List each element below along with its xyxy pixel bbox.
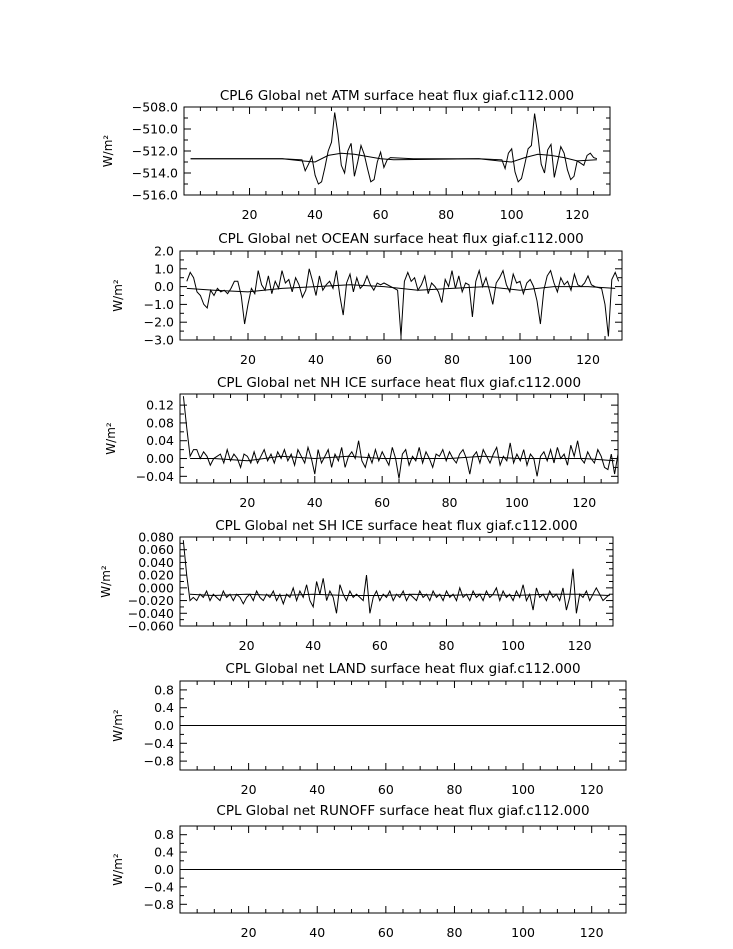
x-tick-label: 120 bbox=[565, 207, 590, 222]
x-tick-label: 100 bbox=[511, 925, 536, 940]
chart-title: CPL6 Global net ATM surface heat flux giaf.c112.000 bbox=[219, 88, 575, 104]
plot-frame bbox=[184, 107, 610, 195]
series-line-1 bbox=[191, 113, 597, 185]
x-tick-label: 60 bbox=[371, 638, 388, 653]
y-tick-label: 0.000 bbox=[138, 580, 174, 596]
x-tick-label: 60 bbox=[372, 207, 389, 222]
x-tick-label: 60 bbox=[374, 495, 391, 510]
x-tick-label: 120 bbox=[579, 782, 604, 797]
series-line-2 bbox=[190, 594, 610, 595]
chart-title: CPL Global net OCEAN surface heat flux giaf.c112.000 bbox=[218, 231, 584, 247]
y-tick-label: 0.4 bbox=[154, 700, 174, 716]
y-tick-label: 0.020 bbox=[138, 567, 174, 583]
x-tick-label: 80 bbox=[438, 207, 455, 222]
x-tick-label: 80 bbox=[438, 638, 455, 653]
y-tick-label: 0.08 bbox=[146, 415, 174, 431]
x-tick-label: 80 bbox=[446, 925, 463, 940]
x-tick-label: 60 bbox=[377, 925, 394, 940]
y-tick-label: −514.0 bbox=[131, 165, 178, 181]
chart-title: CPL Global net SH ICE surface heat flux giaf.c112.000 bbox=[215, 518, 578, 534]
y-tick-label: −0.04 bbox=[135, 468, 174, 484]
x-tick-label: 40 bbox=[307, 207, 324, 222]
y-axis-label: W/m² bbox=[111, 853, 125, 886]
x-tick-label: 100 bbox=[508, 352, 532, 367]
y-tick-label: 0.4 bbox=[154, 844, 174, 860]
y-tick-label: 0.04 bbox=[146, 433, 174, 449]
y-tick-label: 0.0 bbox=[154, 862, 174, 877]
y-tick-label: −512.0 bbox=[131, 143, 178, 159]
y-tick-label: 0.8 bbox=[154, 827, 174, 843]
x-tick-label: 100 bbox=[501, 638, 526, 653]
y-axis-label: W/m² bbox=[111, 279, 125, 312]
y-tick-label: −0.4 bbox=[143, 735, 174, 751]
x-tick-label: 20 bbox=[238, 638, 255, 653]
y-axis-label: W/m² bbox=[101, 134, 115, 168]
x-tick-label: 20 bbox=[241, 207, 258, 222]
x-tick-label: 80 bbox=[444, 352, 460, 367]
x-tick-label: 40 bbox=[305, 638, 322, 653]
chart-panel-6 bbox=[111, 803, 626, 940]
y-tick-label: −0.020 bbox=[127, 593, 174, 609]
plot-frame bbox=[180, 251, 622, 340]
x-tick-label: 20 bbox=[240, 352, 256, 367]
y-tick-label: −2.0 bbox=[143, 314, 174, 330]
y-tick-label: 0.040 bbox=[138, 554, 174, 570]
x-tick-label: 40 bbox=[306, 495, 323, 510]
series-line-1 bbox=[183, 396, 618, 478]
x-tick-label: 100 bbox=[511, 782, 536, 797]
x-tick-label: 60 bbox=[376, 352, 392, 367]
x-tick-label: 40 bbox=[309, 925, 326, 940]
y-tick-label: −0.040 bbox=[127, 605, 174, 621]
y-tick-label: 0.12 bbox=[146, 397, 174, 413]
y-tick-label: −510.0 bbox=[131, 121, 178, 137]
chart-panel-4 bbox=[99, 518, 613, 653]
y-tick-label: −0.8 bbox=[143, 753, 174, 769]
chart-panel-5 bbox=[111, 661, 626, 797]
plot-frame bbox=[180, 537, 613, 626]
x-tick-label: 120 bbox=[567, 638, 592, 653]
x-tick-label: 100 bbox=[504, 495, 529, 510]
y-tick-label: −0.4 bbox=[143, 879, 174, 895]
x-tick-label: 100 bbox=[499, 207, 524, 222]
chart-title: CPL Global net RUNOFF surface heat flux giaf.c112.000 bbox=[216, 803, 590, 819]
y-tick-label: −516.0 bbox=[131, 187, 178, 203]
y-tick-label: 0.060 bbox=[138, 542, 174, 558]
y-tick-label: 0.0 bbox=[154, 279, 174, 295]
y-tick-label: 0.00 bbox=[146, 451, 174, 467]
y-axis-label: W/m² bbox=[104, 422, 118, 455]
chart-panel-1 bbox=[101, 88, 610, 222]
x-tick-label: 80 bbox=[441, 495, 458, 510]
x-tick-label: 20 bbox=[240, 925, 257, 940]
y-tick-label: −1.0 bbox=[143, 296, 174, 312]
x-tick-label: 40 bbox=[308, 352, 324, 367]
y-tick-label: −0.060 bbox=[127, 618, 174, 634]
x-tick-label: 20 bbox=[240, 782, 257, 797]
y-tick-label: −3.0 bbox=[143, 332, 174, 348]
x-tick-label: 120 bbox=[576, 352, 600, 367]
x-tick-label: 80 bbox=[446, 782, 463, 797]
series-line-1 bbox=[187, 269, 619, 337]
series-line-1 bbox=[183, 540, 609, 613]
chart-title: CPL Global net LAND surface heat flux giaf.c112.000 bbox=[225, 661, 581, 677]
x-tick-label: 40 bbox=[309, 782, 326, 797]
x-tick-label: 120 bbox=[572, 495, 597, 510]
x-tick-label: 120 bbox=[579, 925, 604, 940]
y-axis-label: W/m² bbox=[99, 565, 113, 598]
y-tick-label: 0.0 bbox=[154, 718, 174, 733]
y-axis-label: W/m² bbox=[111, 709, 125, 742]
y-tick-label: 1.0 bbox=[154, 261, 174, 277]
y-tick-label: 0.080 bbox=[138, 529, 174, 545]
chart-panel-3 bbox=[104, 375, 618, 510]
y-tick-label: 2.0 bbox=[154, 243, 174, 259]
y-tick-label: −508.0 bbox=[131, 99, 178, 115]
chart-panel-2 bbox=[111, 231, 622, 367]
y-tick-label: −0.8 bbox=[143, 896, 174, 912]
chart-title: CPL Global net NH ICE surface heat flux giaf.c112.000 bbox=[216, 375, 582, 391]
x-tick-label: 60 bbox=[377, 782, 394, 797]
x-tick-label: 20 bbox=[239, 495, 256, 510]
plot-frame bbox=[180, 394, 618, 483]
y-tick-label: 0.8 bbox=[154, 682, 174, 698]
